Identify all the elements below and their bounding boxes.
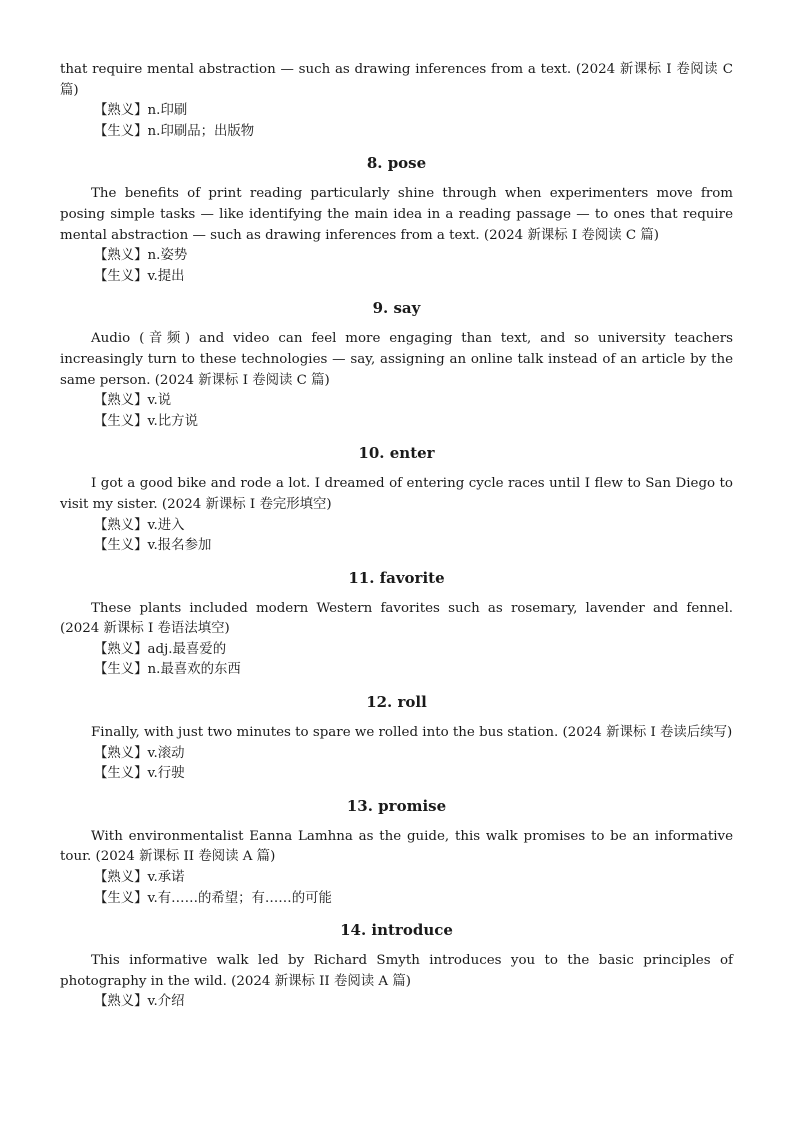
entry-heading: 12. roll xyxy=(366,693,427,712)
unfamiliar-meaning: 【生义】v.有……的希望；有……的可能 xyxy=(94,890,332,906)
intro-sentence: that require mental abstraction — such as drawing inferences from a text. (2024 新课标 I 卷阅读 C 篇) xyxy=(60,62,733,98)
unfamiliar-meaning: 【生义】v.提出 xyxy=(94,268,185,284)
example-sentence: Finally, with just two minutes to spare we rolled into the bus station. (2024 新课标 I 卷读后续写) xyxy=(91,725,733,741)
entry-heading: 11. favorite xyxy=(348,568,445,587)
entry-enter xyxy=(60,432,733,556)
familiar-meaning: 【熟义】n.姿势 xyxy=(94,248,188,264)
entry-heading: 8. pose xyxy=(366,154,427,173)
familiar-meaning: 【熟义】v.说 xyxy=(94,393,172,409)
entry-heading: 10. enter xyxy=(358,444,435,463)
entry-roll xyxy=(60,681,733,785)
intro-unfamiliar-meaning: 【生义】n.印刷品；出版物 xyxy=(94,123,255,139)
document-page xyxy=(60,60,733,1013)
example-sentence: I got a good bike and rode a lot. I dreamed of entering cycle races until I flew to San Diego to visit my sister. (2024 新课标 I 卷完形填空) xyxy=(60,476,733,512)
example-sentence: Audio (音频) and video can feel more engaging than text, and so university teachers increasingly turn to these technologies — say, assigning an online talk instead of an article by the same person. (2024 新课标 I 卷阅读 C 篇) xyxy=(60,331,733,388)
familiar-meaning: 【熟义】v.承诺 xyxy=(94,870,185,886)
intro-familiar-meaning: 【熟义】n.印刷 xyxy=(94,103,188,119)
familiar-meaning: 【熟义】v.滚动 xyxy=(94,745,185,761)
example-sentence: With environmentalist Eanna Lamhna as the guide, this walk promises to be an informative tour. (2024 新课标 II 卷阅读 A 篇) xyxy=(60,828,733,865)
familiar-meaning: 【熟义】v.介绍 xyxy=(94,994,185,1010)
entry-promise xyxy=(60,785,733,909)
entry-pose xyxy=(60,142,733,287)
entry-heading: 13. promise xyxy=(346,796,447,815)
unfamiliar-meaning: 【生义】v.比方说 xyxy=(94,413,198,429)
unfamiliar-meaning: 【生义】n.最喜欢的东西 xyxy=(94,662,241,678)
entry-say xyxy=(60,287,733,432)
entry-heading: 14. introduce xyxy=(340,921,453,940)
familiar-meaning: 【熟义】v.进入 xyxy=(94,517,185,533)
unfamiliar-meaning: 【生义】v.报名参加 xyxy=(94,538,212,554)
example-sentence: These plants included modern Western favorites such as rosemary, lavender and fennel. (2024 新课标 I 卷语法填空) xyxy=(60,600,733,637)
entry-heading: 9. say xyxy=(372,299,421,318)
unfamiliar-meaning: 【生义】v.行驶 xyxy=(94,766,185,782)
entry-introduce xyxy=(60,909,733,1013)
entry-favorite xyxy=(60,557,733,681)
example-sentence: The benefits of print reading particularly shine through when experimenters move from posing simple tasks — like identifying the main idea in a reading passage — to ones that require mental abstraction — such as drawing inferences from a text. (2024 新课标 I 卷阅读 C 篇) xyxy=(60,186,733,243)
example-sentence: This informative walk led by Richard Smyth introduces you to the basic principles of photography in the wild. (2024 新课标 II 卷阅读 A 篇) xyxy=(60,953,733,989)
familiar-meaning: 【熟义】adj.最喜爱的 xyxy=(94,641,227,657)
